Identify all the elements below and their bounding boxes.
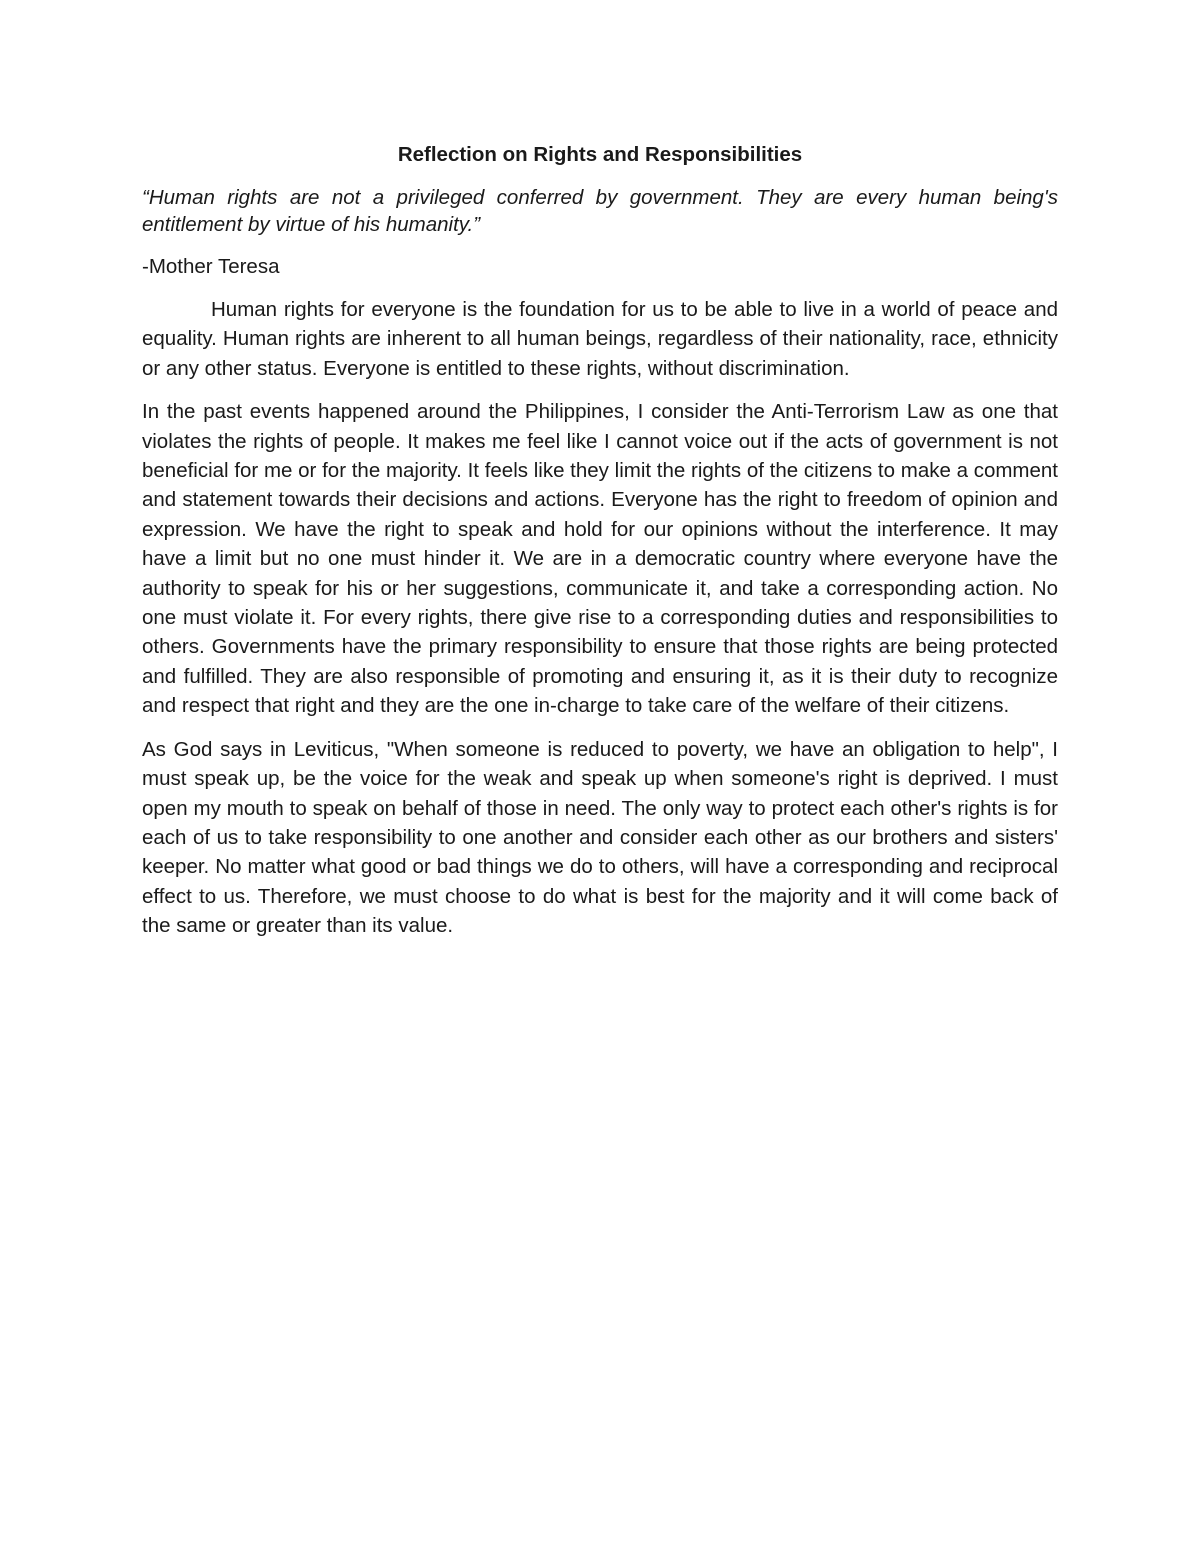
body-paragraph-2: In the past events happened around the Philippines, I consider the Anti-Terrorism Law as one that violates the rights of people. It makes me feel like I cannot voice out if the acts of government is not beneficial for me or for the majority. It feels like they limit the rights of the citizens to make a comment and statement towards their decisions and actions. Everyone has the right to freedom of opinion and expression. We have the right to speak and hold for our opinions without the interference. It may have a limit but no one must hinder it. We are in a democratic country where everyone have the authority to speak for his or her suggestions, communicate it, and take a corresponding action. No one must violate it. For every rights, there give rise to a corresponding duties and responsibilities to others. Governments have the primary responsibility to ensure that those rights are being protected and fulfilled. They are also responsible of promoting and ensuring it, as it is their duty to recognize and respect that right and they are the one in-charge to take care of the welfare of their citizens.	[142, 400, 1058, 718]
document-page	[142, 140, 1058, 955]
document-title: Reflection on Rights and Responsibilities	[397, 143, 803, 166]
body-paragraph-3: As God says in Leviticus, "When someone is reduced to poverty, we have an obligation to help", I must speak up, be the voice for the weak and speak up when someone's right is deprived. I must open my mouth to speak on behalf of those in need. The only way to protect each other's rights is for each of us to take responsibility to one another and consider each other as our brothers and sisters' keeper. No matter what good or bad things we do to others, will have a corresponding and reciprocal effect to us. Therefore, we must choose to do what is best for the majority and it will come back of the same or greater than its value.	[142, 737, 1058, 938]
epigraph-author: -Mother Teresa	[142, 255, 280, 278]
epigraph-quote: “Human rights are not a privileged conferred by government. They are every human being's entitlement by virtue of his humanity.”	[142, 186, 1058, 236]
body-paragraph-1: Human rights for everyone is the foundation for us to be able to live in a world of peace and equality. Human rights are inherent to all human beings, regardless of their nationality, race, ethnicity or any other status. Everyone is entitled to these rights, without discrimination.	[142, 298, 1058, 380]
